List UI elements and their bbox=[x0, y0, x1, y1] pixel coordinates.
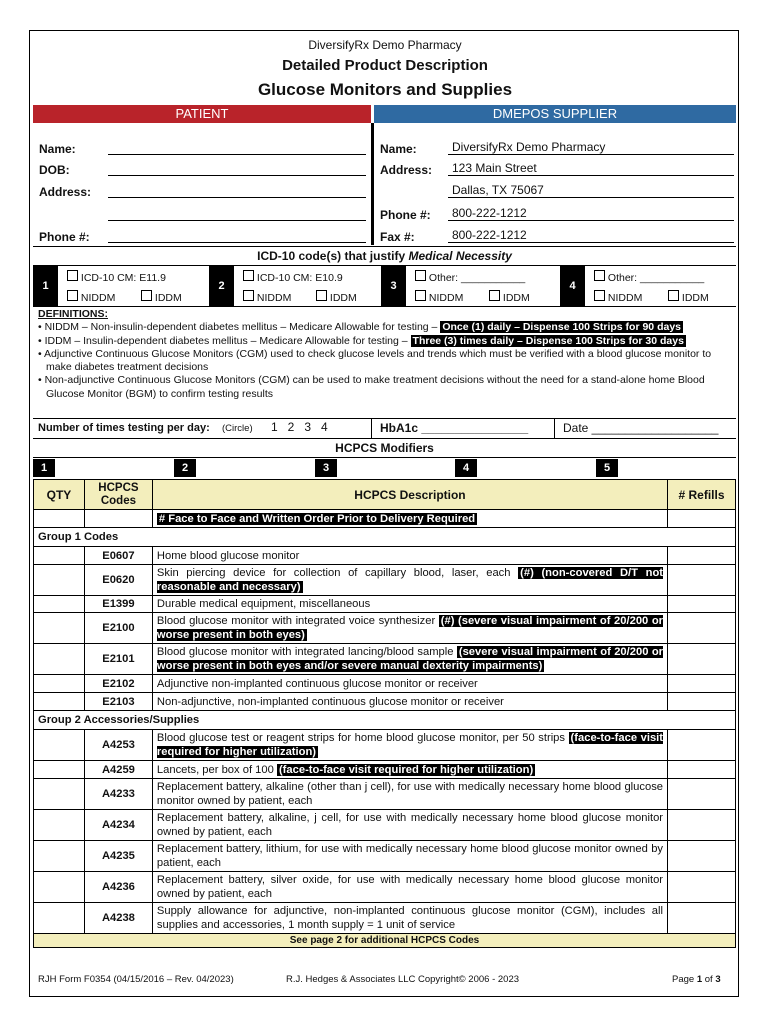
refills-cell[interactable] bbox=[668, 730, 736, 761]
qty-cell[interactable] bbox=[34, 693, 85, 711]
divider bbox=[33, 246, 736, 247]
hcpcs-description: Skin piercing device for collection of capillary blood, laser, each (#) (non-covered D/T not reasonable and necessary) bbox=[152, 565, 667, 596]
definitions-title: DEFINITIONS: bbox=[38, 308, 108, 320]
refills-cell[interactable] bbox=[668, 547, 736, 565]
qty-cell[interactable] bbox=[34, 565, 85, 596]
refills-cell[interactable] bbox=[668, 872, 736, 903]
niddm-option[interactable]: NIDDM bbox=[67, 290, 115, 304]
hcpcs-code: A4234 bbox=[84, 810, 152, 841]
qty-header: QTY bbox=[34, 480, 85, 510]
hcpcs-code: E0620 bbox=[84, 565, 152, 596]
icd-option[interactable]: Other: ___________ bbox=[594, 270, 704, 284]
checkbox-icon[interactable] bbox=[316, 290, 327, 301]
hcpcs-description: Supply allowance for adjunctive, non-implanted continuous glucose monitor (CGM), includes all supplies and accessories, 1 month supply = 1 unit of service bbox=[152, 903, 667, 934]
hcpcs-description: Lancets, per box of 100 (face-to-face visit required for higher utilization) bbox=[152, 761, 667, 779]
iddm-option[interactable]: IDDM bbox=[316, 290, 357, 304]
refills-cell[interactable] bbox=[668, 761, 736, 779]
modifiers-title: HCPCS Modifiers bbox=[335, 441, 434, 455]
icd-box-number: 1 bbox=[33, 266, 58, 306]
hcpcs-description: Replacement battery, lithium, for use with medically necessary home blood glucose monitor owned by patient, each bbox=[152, 841, 667, 872]
table-row bbox=[34, 675, 736, 693]
qty-cell[interactable] bbox=[34, 779, 85, 810]
hcpcs-description: Blood glucose test or reagent strips for home blood glucose monitor, per 50 strips (face-to-face visit required for higher utilization) bbox=[152, 730, 667, 761]
table-row bbox=[34, 547, 736, 565]
hcpcs-code: E2100 bbox=[84, 613, 152, 644]
table-row bbox=[34, 644, 736, 675]
hcpcs-description: Non-adjunctive, non-implanted continuous glucose monitor or receiver bbox=[152, 693, 667, 711]
icd-option[interactable]: ICD-10 CM: E10.9 bbox=[243, 270, 343, 284]
supplier-address-line2: Dallas, TX 75067 bbox=[448, 183, 734, 198]
refills-header: # Refills bbox=[668, 480, 736, 510]
patient-name-label: Name: bbox=[39, 142, 76, 156]
table-row bbox=[34, 903, 736, 934]
refills-cell[interactable] bbox=[668, 565, 736, 596]
hcpcs-code: E1399 bbox=[84, 596, 152, 613]
hcpcs-description: Blood glucose monitor with integrated lancing/blood sample (severe visual impairment of 20/200 or worse present in both eyes and/or severe manual dexterity impairments) bbox=[152, 644, 667, 675]
checkbox-icon[interactable] bbox=[594, 290, 605, 301]
hcpcs-description: Durable medical equipment, miscellaneous bbox=[152, 596, 667, 613]
patient-section-header: PATIENT bbox=[33, 105, 371, 123]
see-page-note: See page 2 for additional HCPCS Codes bbox=[34, 934, 736, 948]
divider bbox=[554, 418, 555, 438]
patient-address-label: Address: bbox=[39, 185, 92, 199]
refills-cell[interactable] bbox=[668, 693, 736, 711]
checkbox-icon[interactable] bbox=[415, 290, 426, 301]
refills-cell[interactable] bbox=[668, 675, 736, 693]
footer-page-number: Page 1 of 3 bbox=[672, 974, 721, 985]
qty-cell[interactable] bbox=[34, 547, 85, 565]
modifier-number: 4 bbox=[455, 459, 477, 477]
icd-title bbox=[33, 249, 736, 263]
note-cell: # Face to Face and Written Order Prior to Delivery Required bbox=[152, 510, 667, 528]
hcpcs-code: A4236 bbox=[84, 872, 152, 903]
table-row bbox=[34, 779, 736, 810]
modifier-number: 2 bbox=[174, 459, 196, 477]
table-row bbox=[34, 693, 736, 711]
icd-title-prefix: ICD-10 code(s) that justify bbox=[257, 249, 409, 263]
iddm-option[interactable]: IDDM bbox=[668, 290, 709, 304]
description-header: HCPCS Description bbox=[152, 480, 667, 510]
hcpcs-description: Replacement battery, alkaline, j cell, for use with medically necessary home blood glucose monitor owned by patient, each bbox=[152, 810, 667, 841]
hcpcs-code: E2103 bbox=[84, 693, 152, 711]
niddm-option[interactable]: NIDDM bbox=[415, 290, 463, 304]
qty-cell[interactable] bbox=[34, 644, 85, 675]
table-row bbox=[34, 761, 736, 779]
checkbox-icon[interactable] bbox=[668, 290, 679, 301]
hcpcs-code: A4238 bbox=[84, 903, 152, 934]
hcpcs-code: E2102 bbox=[84, 675, 152, 693]
table-header-row bbox=[34, 480, 736, 510]
codes-header: HCPCS Codes bbox=[84, 480, 152, 510]
definitions bbox=[38, 308, 738, 401]
see-page-row bbox=[34, 934, 736, 948]
group-row bbox=[34, 711, 736, 730]
hcpcs-code: A4253 bbox=[84, 730, 152, 761]
table-row bbox=[34, 730, 736, 761]
qty-cell[interactable] bbox=[34, 903, 85, 934]
patient-name-field[interactable] bbox=[108, 140, 366, 155]
table-row bbox=[34, 565, 736, 596]
group2-title: Group 2 Accessories/Supplies bbox=[34, 711, 736, 730]
checkbox-icon[interactable] bbox=[67, 270, 78, 281]
definition-item: • Adjunctive Continuous Glucose Monitors (CGM) used to check glucose levels and trends which must be verified with a blood glucose monitor to make diabetes treatment decisions bbox=[38, 347, 712, 374]
definition-item: • NIDDM – Non-insulin-dependent diabetes mellitus – Medicare Allowable for testing – Once (1) daily – Dispense 100 Strips for 90 days bbox=[38, 321, 681, 334]
modifier-number: 1 bbox=[33, 459, 55, 477]
table-row bbox=[34, 613, 736, 644]
hcpcs-code: A4233 bbox=[84, 779, 152, 810]
supplier-name: DiversifyRx Demo Pharmacy bbox=[448, 140, 734, 155]
refills-cell[interactable] bbox=[668, 613, 736, 644]
product-title: Glucose Monitors and Supplies bbox=[257, 80, 513, 99]
hcpcs-code: E0607 bbox=[84, 547, 152, 565]
qty-cell[interactable] bbox=[34, 872, 85, 903]
refills-cell[interactable] bbox=[668, 903, 736, 934]
icd-title-emphasis: Medical Necessity bbox=[408, 249, 512, 263]
definition-item: • Non-adjunctive Continuous Glucose Monitors (CGM) can be used to make treatment decisions without the need for a stand-alone home Blood Glucose Monitor (BGM) to confirm testing results bbox=[38, 374, 705, 400]
qty-cell[interactable] bbox=[34, 761, 85, 779]
hcpcs-code: A4235 bbox=[84, 841, 152, 872]
table-row bbox=[34, 510, 736, 528]
table-row bbox=[34, 596, 736, 613]
icd-box-number: 2 bbox=[209, 266, 234, 306]
supplier-phone: 800-222-1212 bbox=[448, 206, 734, 221]
patient-address-field-1[interactable] bbox=[108, 183, 366, 198]
hcpcs-description: Home blood glucose monitor bbox=[152, 547, 667, 565]
testing-label: Number of times testing per day: bbox=[38, 422, 210, 434]
group1-body bbox=[34, 547, 736, 711]
footer-form-id: RJH Form F0354 (04/15/2016 – Rev. 04/2023) bbox=[38, 974, 234, 985]
checkbox-icon[interactable] bbox=[489, 290, 500, 301]
refills-cell[interactable] bbox=[668, 596, 736, 613]
hcpcs-table bbox=[33, 479, 736, 948]
supplier-fax: 800-222-1212 bbox=[448, 228, 734, 243]
checkbox-icon[interactable] bbox=[141, 290, 152, 301]
divider bbox=[33, 306, 736, 307]
iddm-option[interactable]: IDDM bbox=[489, 290, 530, 304]
table-row bbox=[34, 810, 736, 841]
refills-cell[interactable] bbox=[668, 510, 736, 528]
form-title: Detailed Product Description bbox=[282, 57, 488, 74]
qty-cell[interactable] bbox=[34, 730, 85, 761]
date-field[interactable]: Date ___________________ bbox=[563, 421, 719, 435]
modifier-row bbox=[33, 458, 736, 478]
supplier-fax-label: Fax #: bbox=[380, 230, 415, 244]
icd-box-number: 3 bbox=[381, 266, 406, 306]
qty-cell[interactable] bbox=[34, 596, 85, 613]
checkbox-icon[interactable] bbox=[415, 270, 426, 281]
group-row bbox=[34, 528, 736, 547]
niddm-option[interactable]: NIDDM bbox=[243, 290, 291, 304]
patient-phone-field[interactable] bbox=[108, 228, 366, 243]
hcpcs-description: Replacement battery, silver oxide, for use with medically necessary home blood glucose monitor owned by patient, each bbox=[152, 872, 667, 903]
qty-cell[interactable] bbox=[34, 841, 85, 872]
patient-address-field-2[interactable] bbox=[108, 206, 366, 221]
pharmacy-name: DiversifyRx Demo Pharmacy bbox=[308, 38, 462, 52]
divider bbox=[33, 438, 736, 439]
hcpcs-description: Blood glucose monitor with integrated voice synthesizer (#) (severe visual impairment of 20/200 or worse present in both eyes) bbox=[152, 613, 667, 644]
checkbox-icon[interactable] bbox=[243, 270, 254, 281]
modifier-number: 5 bbox=[596, 459, 618, 477]
icd-option[interactable]: Other: ___________ bbox=[415, 270, 525, 284]
checkbox-icon[interactable] bbox=[67, 290, 78, 301]
qty-cell[interactable] bbox=[34, 510, 85, 528]
refills-cell[interactable] bbox=[668, 810, 736, 841]
footer-copyright: R.J. Hedges & Associates LLC Copyright© 2006 - 2023 bbox=[286, 974, 520, 985]
divider bbox=[371, 418, 372, 438]
patient-phone-label: Phone #: bbox=[39, 230, 90, 244]
qty-cell[interactable] bbox=[34, 810, 85, 841]
refills-cell[interactable] bbox=[668, 841, 736, 872]
group1-title: Group 1 Codes bbox=[34, 528, 736, 547]
supplier-name-label: Name: bbox=[380, 142, 417, 156]
supplier-section-header: DMEPOS SUPPLIER bbox=[374, 105, 736, 123]
testing-circle-note: (Circle) bbox=[222, 423, 253, 434]
checkbox-icon[interactable] bbox=[243, 290, 254, 301]
qty-cell[interactable] bbox=[34, 675, 85, 693]
group2-body bbox=[34, 730, 736, 934]
modifier-number: 3 bbox=[315, 459, 337, 477]
hcpcs-code: A4259 bbox=[84, 761, 152, 779]
divider bbox=[33, 418, 736, 419]
icd-code-row bbox=[33, 266, 736, 306]
code-cell bbox=[84, 510, 152, 528]
icd-option[interactable]: ICD-10 CM: E11.9 bbox=[67, 270, 166, 284]
refills-cell[interactable] bbox=[668, 644, 736, 675]
hcpcs-description: Adjunctive non-implanted continuous glucose monitor or receiver bbox=[152, 675, 667, 693]
definition-item: • IDDM – Insulin-dependent diabetes mellitus – Medicare Allowable for testing – Three (3) times daily – Dispense 100 Strips for 30 days bbox=[38, 334, 684, 347]
hba1c-field[interactable]: HbA1c ________________ bbox=[380, 421, 529, 435]
qty-cell[interactable] bbox=[34, 613, 85, 644]
table-row bbox=[34, 841, 736, 872]
refills-cell[interactable] bbox=[668, 779, 736, 810]
niddm-option[interactable]: NIDDM bbox=[594, 290, 642, 304]
hcpcs-code: E2101 bbox=[84, 644, 152, 675]
icd-box-number: 4 bbox=[560, 266, 585, 306]
supplier-address-line1: 123 Main Street bbox=[448, 161, 734, 176]
checkbox-icon[interactable] bbox=[594, 270, 605, 281]
iddm-option[interactable]: IDDM bbox=[141, 290, 182, 304]
patient-dob-label: DOB: bbox=[39, 163, 70, 177]
patient-dob-field[interactable] bbox=[108, 161, 366, 176]
section-divider bbox=[371, 123, 374, 245]
supplier-address-label: Address: bbox=[380, 163, 433, 177]
hcpcs-description: Replacement battery, alkaline (other than j cell), for use with medically necessary home blood glucose monitor owned by patient, each bbox=[152, 779, 667, 810]
supplier-phone-label: Phone #: bbox=[380, 208, 431, 222]
testing-options[interactable]: 1 2 3 4 bbox=[271, 420, 328, 434]
table-row bbox=[34, 872, 736, 903]
